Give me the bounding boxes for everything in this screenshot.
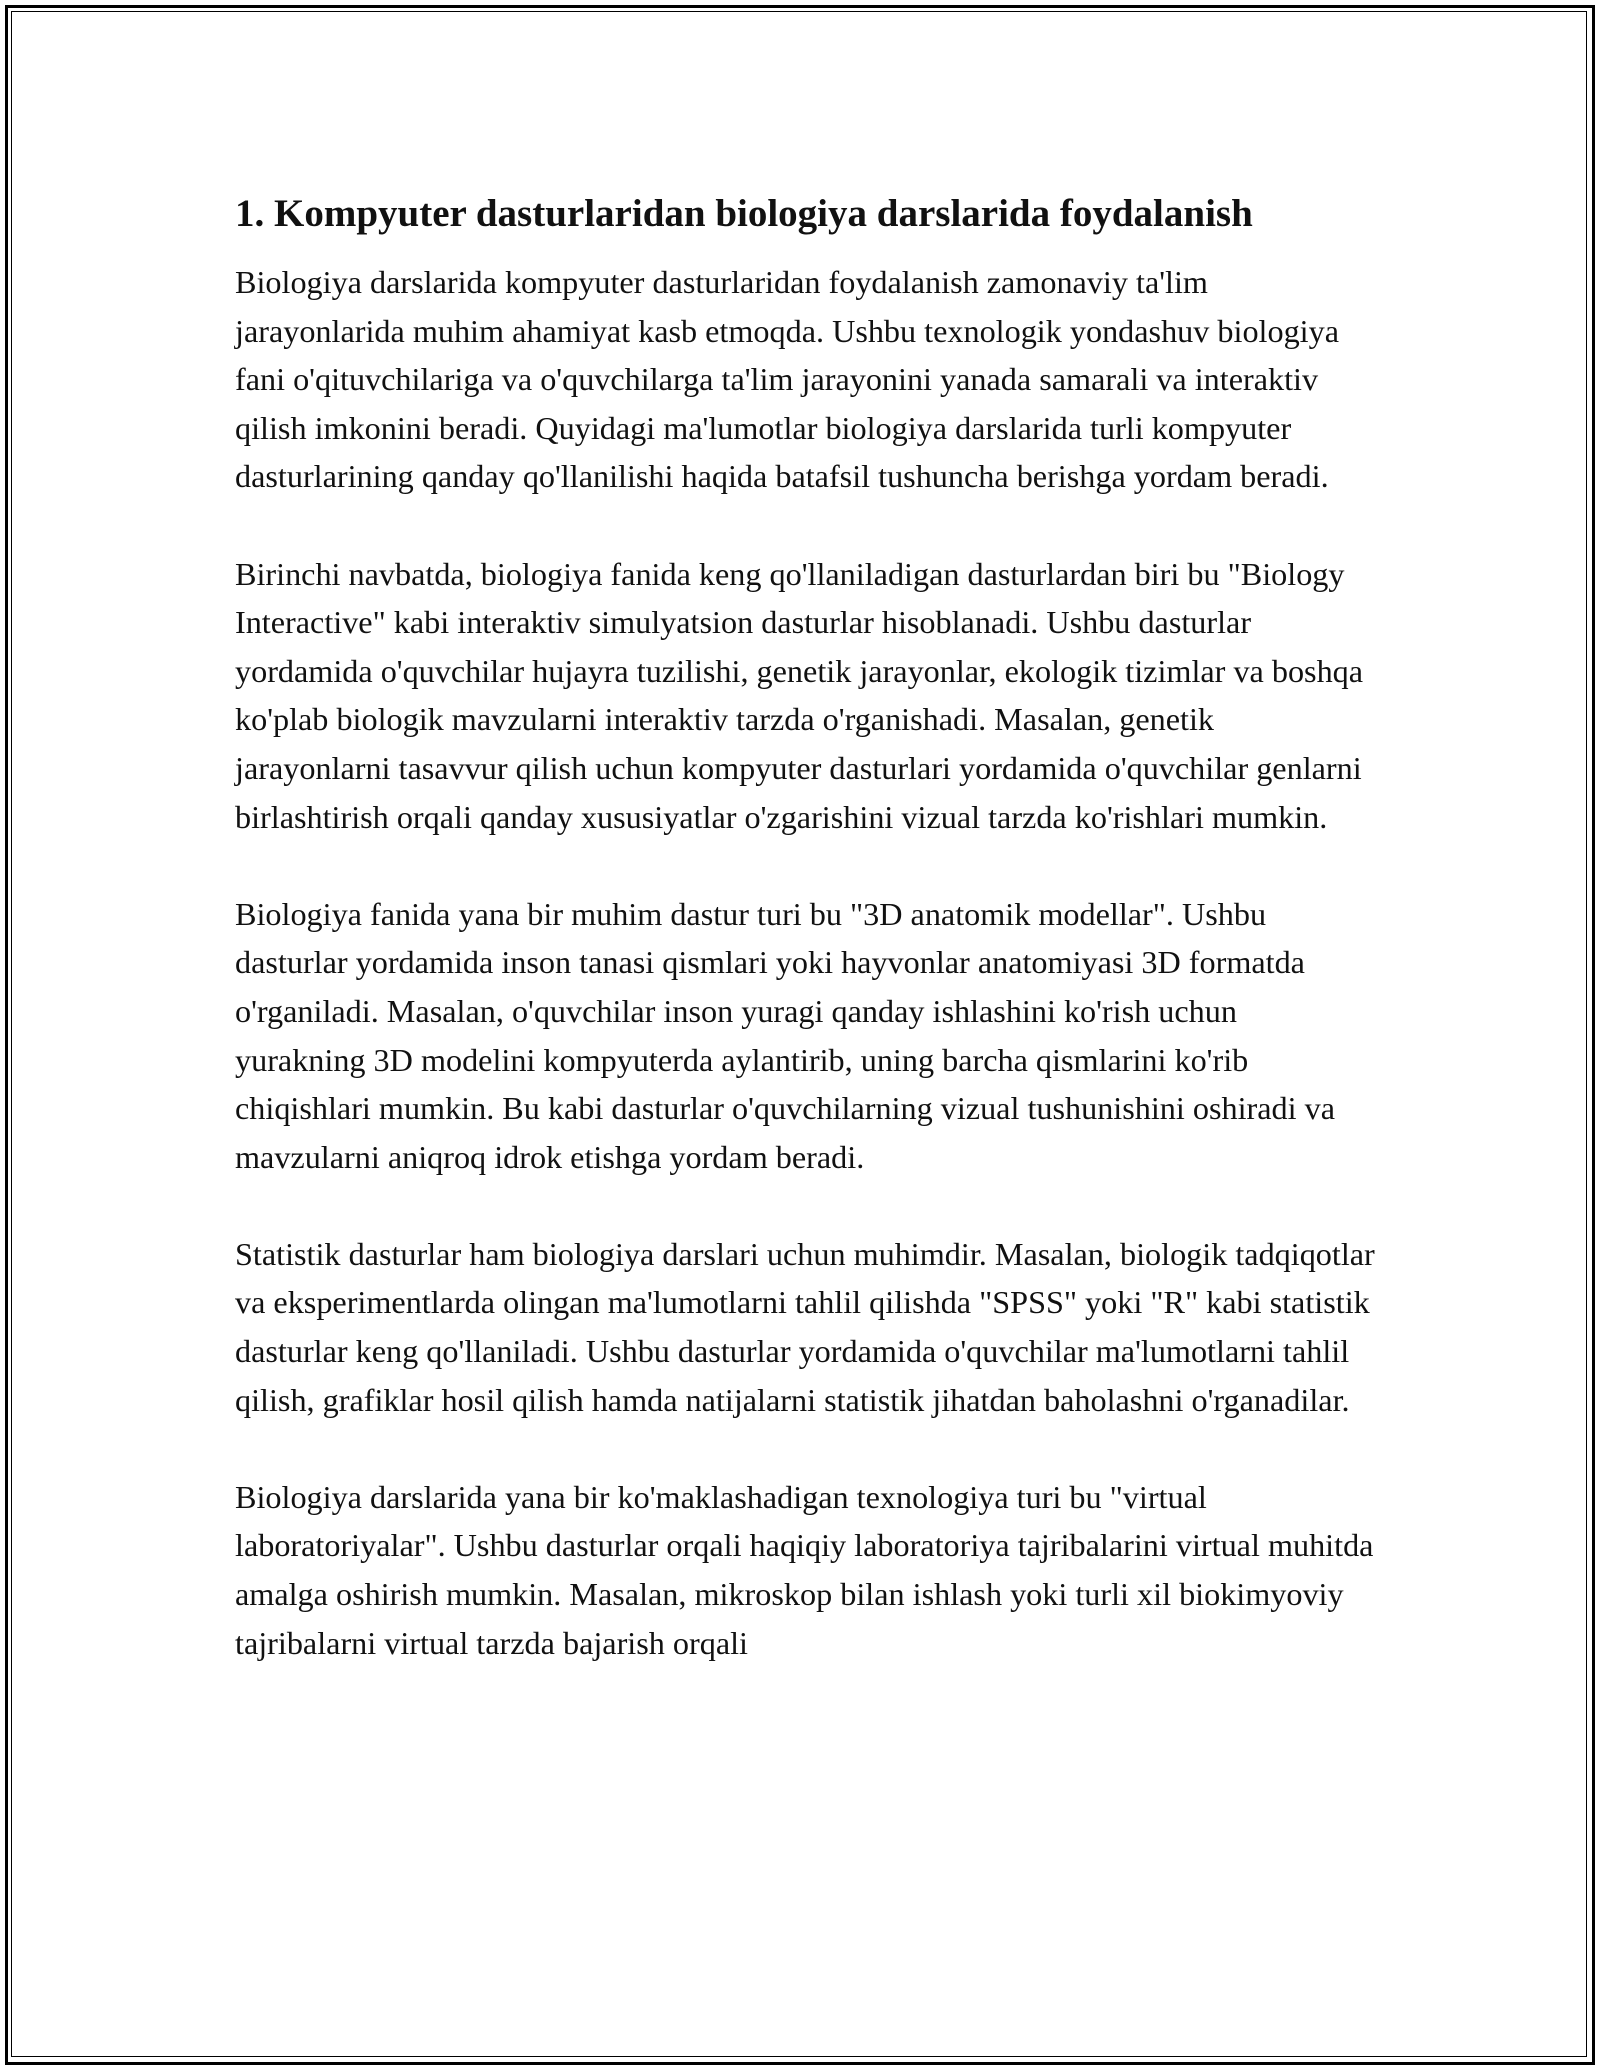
paragraph-interactive-simulations: Birinchi navbatda, biologiya fanida keng qo'llaniladigan dasturlardan biri bu "Biology Interactive" kabi interaktiv simulyatsion dasturlar hisoblanadi. Ushbu dasturlar yordamida o'quvchilar hujayra tuzilishi, genetik jarayonlar, ekologik tizimlar va boshqa ko'plab biologik mavzularni interaktiv tarzda o'rganishadi. Masalan, genetik jarayonlarni tasavvur qilish uchun kompyuter dasturlari yordamida o'quvchilar genlarni birlashtirish orqali qanday xususiyatlar o'zgarishini vizual tarzda ko'rishlari mumkin. <box>235 555 1364 835</box>
document-body <box>235 190 1375 1716</box>
section-heading: 1. Kompyuter dasturlaridan biologiya darslarida foydalanish <box>235 192 1253 235</box>
paragraph-statistics: Statistik dasturlar ham biologiya darslari uchun muhimdir. Masalan, biologik tadqiqotlar va eksperimentlarda olingan ma'lumotlarni tahlil qilishda "SPSS" yoki "R" kabi statistik dasturlar keng qo'llaniladi. Ushbu dasturlar yordamida o'quvchilar ma'lumotlarni tahlil qilish, grafiklar hosil qilish hamda natijalarni statistik jihatdan baholashni o'rganadilar. <box>235 1235 1375 1418</box>
paragraph-intro: Biologiya darslarida kompyuter dasturlaridan foydalanish zamonaviy ta'lim jarayonlarida muhim ahamiyat kasb etmoqda. Ushbu texnologik yondashuv biologiya fani o'qituvchilariga va o'quvchilarga ta'lim jarayonini yanada samarali va interaktiv qilish imkonini beradi. Quyidagi ma'lumotlar biologiya darslarida turli kompyuter dasturlarining qanday qo'llanilishi haqida batafsil tushuncha berishga yordam beradi. <box>235 264 1339 495</box>
paragraph-3d-models: Biologiya fanida yana bir muhim dastur turi bu "3D anatomik modellar". Ushbu dasturlar yordamida inson tanasi qismlari yoki hayvonlar anatomiyasi 3D formatda o'rganiladi. Masalan, o'quvchilar inson yuragi qanday ishlashini ko'rish uchun yurakning 3D modelini kompyuterda aylantirib, uning barcha qismlarini ko'rib chiqishlari mumkin. Bu kabi dasturlar o'quvchilarning vizual tushunishini oshiradi va mavzularni aniqroq idrok etishga yordam beradi. <box>235 895 1336 1175</box>
paragraph-virtual-labs: Biologiya darslarida yana bir ko'maklashadigan texnologiya turi bu "virtual laboratoriyalar". Ushbu dasturlar orqali haqiqiy laboratoriya tajribalarini virtual muhitda amalga oshirish mumkin. Masalan, mikroskop bilan ishlash yoki turli xil biokimyoviy tajribalarni virtual tarzda bajarish orqali <box>235 1478 1374 1661</box>
